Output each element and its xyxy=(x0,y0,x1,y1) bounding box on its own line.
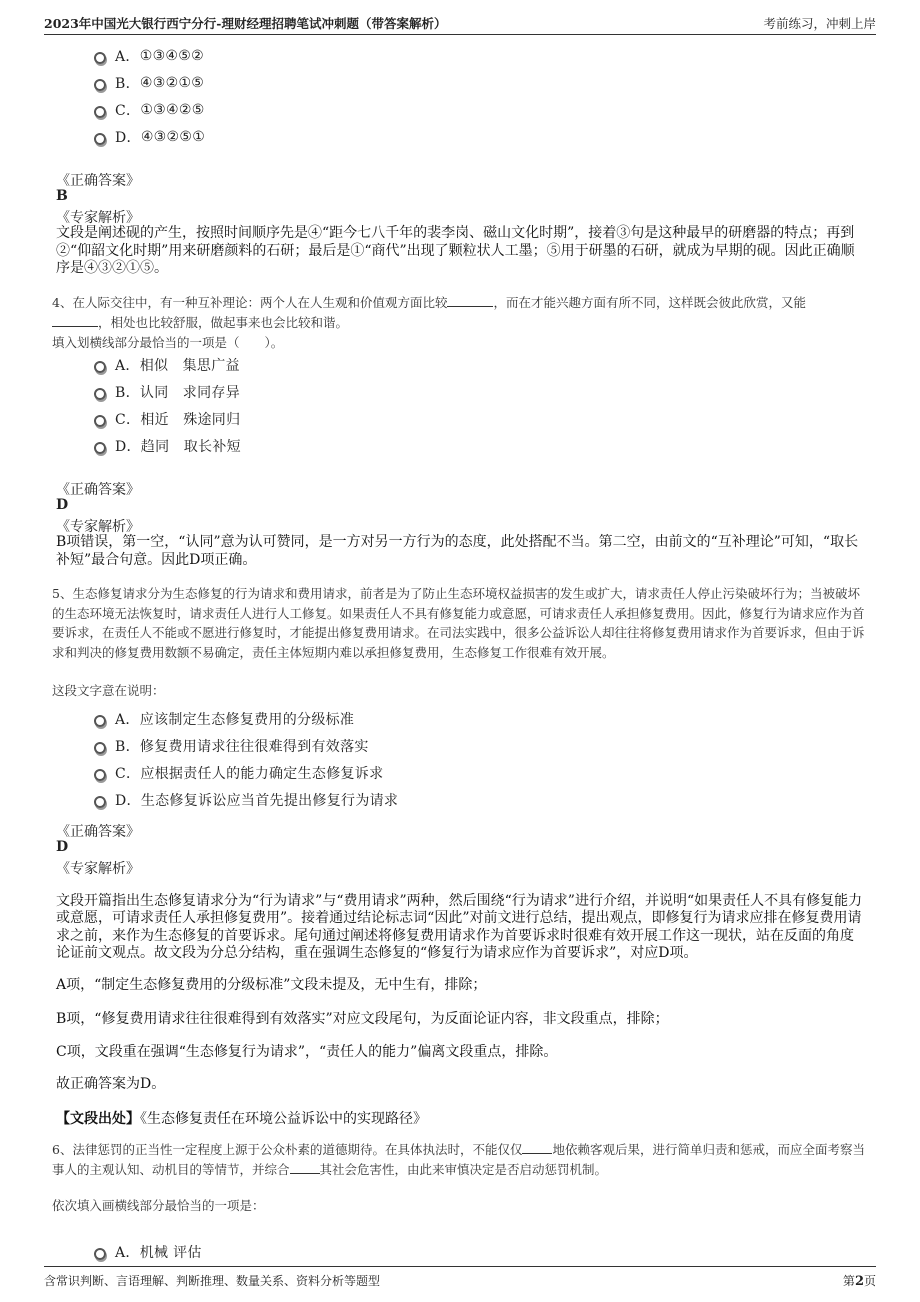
header-slogan: 考前练习，冲刺上岸 xyxy=(763,16,876,31)
option-letter: B． xyxy=(115,76,140,92)
option-letter: C． xyxy=(115,103,141,119)
q5-option-b[interactable] xyxy=(94,736,369,756)
option-text: 机械 评估 xyxy=(139,1245,202,1261)
page-indicator xyxy=(843,1272,876,1289)
radio-icon[interactable] xyxy=(94,361,106,373)
q5-option-c[interactable] xyxy=(94,763,383,783)
q3-option-b[interactable] xyxy=(94,73,204,93)
q3-answer-heading: 《正确答案》 xyxy=(56,173,140,189)
q4-analysis: B项错误，第一空，“认同”意为认可赞同，是一方对另一方行为的态度，此处搭配不当。第二空，由前文的“互补理论”可知，“取长补短”最合句意。因此D项正确。 xyxy=(56,534,859,568)
q3-answer: B xyxy=(56,188,68,204)
option-letter: A． xyxy=(115,358,140,374)
document-title: 2023年中国光大银行西宁分行-理财经理招聘笔试冲刺题（带答案解析） xyxy=(44,16,447,31)
option-letter: C． xyxy=(115,412,141,428)
q4-stem-part2: ，而在才能兴趣方面有所不同，这样既会彼此欣赏，又能 xyxy=(493,295,806,310)
option-letter: D． xyxy=(115,130,141,146)
option-text: 修复费用请求往往很难得到有效落实 xyxy=(139,739,369,755)
q4-stem-part3: ，相处也比较舒服，做起事来也会比较和谐。 xyxy=(98,314,349,330)
option-text: 趋同 取长补短 xyxy=(140,439,241,455)
option-text: 应该制定生态修复费用的分级标准 xyxy=(139,712,355,728)
page-prefix: 第 xyxy=(842,1274,855,1288)
q5-source xyxy=(56,1108,427,1128)
radio-icon[interactable] xyxy=(94,52,106,64)
q4-option-c[interactable] xyxy=(94,409,240,429)
q6-stem-part1: 6、法律惩罚的正当性一定程度上源于公众朴素的道德期待。在具体执法时，不能仅仅 xyxy=(52,1142,523,1157)
option-letter: A． xyxy=(115,1245,140,1261)
q5-answer-heading: 《正确答案》 xyxy=(56,824,140,840)
q5-stem: 5、生态修复请求分为生态修复的行为请求和费用请求，前者是为了防止生态环境权益损害的发生或扩大，请求责任人停止污染破坏行为；当被破坏的生态环境无法恢复时，请求责任人进行人工修复。如果责任人不具有修复能力或意愿，可请求责任人承担修复费用。因此，修复行为请求应作为首要诉求，在责任人不能或不愿进行修复时，才能提出修复费用请求。在司法实践中，很多公益诉讼人却往往将修复费用请求作为首要诉求，但由于诉求和判决的修复费用数额不易确定，责任主体短期内难以承担修复费用，生态修复工作很难有效开展。 xyxy=(52,586,865,661)
q6-stem xyxy=(52,1140,870,1179)
q5-option-a[interactable] xyxy=(94,709,354,729)
source-title: 《生态修复责任在环境公益诉讼中的实现路径》 xyxy=(140,1111,427,1127)
option-letter: B． xyxy=(115,385,140,401)
radio-icon[interactable] xyxy=(94,388,106,400)
q5-answer: D xyxy=(56,839,69,855)
option-letter: B． xyxy=(115,739,140,755)
q5-option-d[interactable] xyxy=(94,790,398,810)
answer-blank xyxy=(522,1141,552,1154)
q5-analysis-b: B项，“修复费用请求往往很难得到有效落实”对应文段尾句，为反面论证内容，非文段重点，排除； xyxy=(56,1011,669,1027)
q5-analysis-main: 文段开篇指出生态修复请求分为“行为请求”与“费用请求”两种，然后围绕“行为请求”进行介绍，并说明“如果责任人不具有修复能力或意愿，可请求责任人承担修复费用”。接着通过结论标志词“因此”对前文进行总结，提出观点，即修复行为请求应排在修复费用请求之前，来作为生态修复的首要诉求。尾句通过阐述将修复费用请求作为首要诉求时很难有效开展工作这一现状，站在反面的角度论证前文观点。故文段为分总分结构，重在强调生态修复的“修复行为请求应作为首要诉求”，对应D项。 xyxy=(56,893,863,961)
option-text: 生态修复诉讼应当首先提出修复行为请求 xyxy=(140,793,399,809)
radio-icon[interactable] xyxy=(94,106,106,118)
answer-blank xyxy=(290,1161,320,1174)
q5-analysis-c: C项，文段重在强调“生态修复行为请求”，“责任人的能力”偏离文段重点，排除。 xyxy=(56,1044,558,1060)
radio-icon[interactable] xyxy=(94,796,106,808)
radio-icon[interactable] xyxy=(94,133,106,145)
q5-prompt: 这段文字意在说明： xyxy=(52,683,165,698)
q4-answer: D xyxy=(56,497,69,513)
q3-option-a[interactable] xyxy=(94,46,204,66)
radio-icon[interactable] xyxy=(94,442,106,454)
q6-stem-part3: 其社会危害性，由此来审慎决定是否启动惩罚机制。 xyxy=(319,1161,608,1177)
answer-blank xyxy=(447,294,493,307)
option-text: ①③④②⑤ xyxy=(140,102,205,118)
q4-stem xyxy=(52,293,870,332)
q5-analysis-end: 故正确答案为D。 xyxy=(56,1076,166,1092)
q3-analysis-heading: 《专家解析》 xyxy=(56,210,140,226)
radio-icon[interactable] xyxy=(94,715,106,727)
q6-option-a[interactable] xyxy=(94,1242,202,1262)
radio-icon[interactable] xyxy=(94,742,106,754)
source-label: 【文段出处】 xyxy=(56,1111,140,1127)
q4-option-d[interactable] xyxy=(94,436,241,456)
q4-stem-part1: 4、在人际交往中，有一种互补理论：两个人在人生观和价值观方面比较 xyxy=(52,295,448,310)
option-text: 相近 殊途同归 xyxy=(140,412,241,428)
page-footer xyxy=(44,1266,876,1293)
q4-prompt: 填入划横线部分最恰当的一项是（ ）。 xyxy=(52,335,284,350)
q4-analysis-heading: 《专家解析》 xyxy=(56,519,140,535)
footer-subjects: 含常识判断、言语理解、判断推理、数量关系、资料分析等题型 xyxy=(44,1274,381,1288)
option-text: 相似 集思广益 xyxy=(139,358,240,374)
radio-icon[interactable] xyxy=(94,769,106,781)
q5-analysis-a: A项，“制定生态修复费用的分级标准”文段未提及，无中生有，排除； xyxy=(56,977,487,993)
radio-icon[interactable] xyxy=(94,1248,106,1260)
answer-blank xyxy=(52,314,98,327)
option-text: 应根据责任人的能力确定生态修复诉求 xyxy=(140,766,384,782)
option-text: ④③②⑤① xyxy=(140,129,206,145)
page-suffix: 页 xyxy=(863,1274,876,1288)
option-letter: D． xyxy=(115,793,141,809)
q5-analysis-heading: 《专家解析》 xyxy=(56,861,140,877)
q6-prompt: 依次填入画横线部分最恰当的一项是： xyxy=(52,1198,265,1213)
q4-option-b[interactable] xyxy=(94,382,240,402)
option-letter: D． xyxy=(115,439,141,455)
page-header xyxy=(44,8,876,35)
q3-option-d[interactable] xyxy=(94,127,205,147)
radio-icon[interactable] xyxy=(94,79,106,91)
page-number: 2 xyxy=(854,1274,864,1289)
option-text: ④③②①⑤ xyxy=(139,75,205,91)
option-letter: C． xyxy=(115,766,141,782)
q4-answer-heading: 《正确答案》 xyxy=(56,482,140,498)
option-letter: A． xyxy=(115,712,140,728)
q3-option-c[interactable] xyxy=(94,100,205,120)
radio-icon[interactable] xyxy=(94,415,106,427)
option-text: 认同 求同存异 xyxy=(139,385,240,401)
q4-option-a[interactable] xyxy=(94,355,240,375)
q6-stem-part2: 地依赖客观后果，进行简单归责和惩戒，而应全面考察当事人的主观认知、动机目的等情节，并综合 xyxy=(52,1142,865,1177)
q3-analysis: 文段是阐述砚的产生，按照时间顺序先是④“距今七八千年的裴李岗、磁山文化时期”，接着③句是这种最早的研磨器的特点；再到②“仰韶文化时期”用来研磨颜料的石研；最后是①“商代”出现了颗粒状人工墨；⑤用于研墨的石研，就成为早期的砚。因此正确顺序是④③②①⑤。 xyxy=(56,225,855,276)
option-text: ①③④⑤② xyxy=(139,48,204,64)
option-letter: A． xyxy=(115,49,140,65)
